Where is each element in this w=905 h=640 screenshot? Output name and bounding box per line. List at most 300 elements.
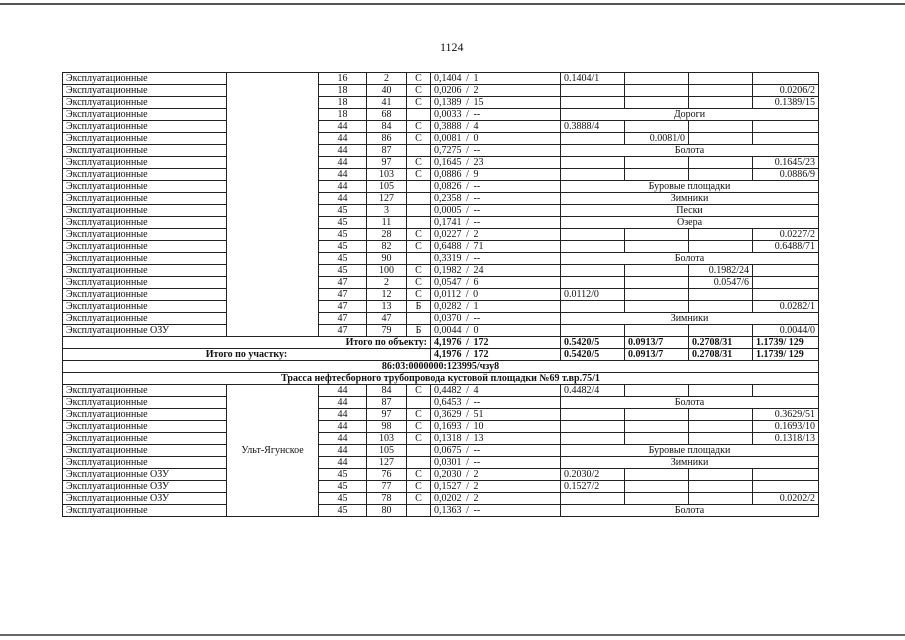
count-value: 2	[473, 469, 479, 480]
row-category	[407, 505, 431, 517]
row-col-0: 0.3888/4	[561, 121, 625, 133]
row-col-3: 0.0044/0	[753, 325, 819, 337]
count-value: --	[473, 505, 481, 516]
row-col-1	[625, 241, 689, 253]
row-quarter: 44	[319, 157, 367, 169]
count-value: 10	[473, 421, 484, 432]
row-quarter: 45	[319, 505, 367, 517]
row-col-2	[689, 289, 753, 301]
row-area: 0,0301 / --	[431, 457, 561, 469]
total-plot-v2: 0.2708/31	[689, 349, 753, 361]
row-parcel: 41	[367, 97, 407, 109]
row-type: Эксплуатационные	[63, 157, 227, 169]
table-row	[63, 229, 819, 241]
area-value: 0,7275	[434, 145, 462, 156]
row-col-0	[561, 229, 625, 241]
row-col-2: 0.0547/6	[689, 277, 753, 289]
count-value: --	[473, 217, 481, 228]
row-quarter: 45	[319, 469, 367, 481]
row-category	[407, 205, 431, 217]
row-col-2	[689, 73, 753, 85]
row-col-0	[561, 433, 625, 445]
total-plot-label: Итого по участку:	[63, 349, 431, 361]
row-type: Эксплуатационные	[63, 253, 227, 265]
table-row	[63, 157, 819, 169]
row-col-1	[625, 229, 689, 241]
count-value: --	[473, 457, 481, 468]
section-1-rows	[63, 73, 819, 337]
row-landtype: Озера	[561, 217, 819, 229]
count-value: 23	[473, 157, 484, 168]
row-parcel: 11	[367, 217, 407, 229]
row-parcel: 97	[367, 409, 407, 421]
row-quarter: 44	[319, 445, 367, 457]
row-area: 0,0826 / --	[431, 181, 561, 193]
row-col-3: 0.3629/51	[753, 409, 819, 421]
row-parcel: 127	[367, 193, 407, 205]
row-col-0: 0.1527/2	[561, 481, 625, 493]
total-object-area: 4,1976 / 172	[431, 337, 561, 349]
row-area: 0,0202 / 2	[431, 493, 561, 505]
row-parcel: 87	[367, 397, 407, 409]
table-row	[63, 217, 819, 229]
row-col-1	[625, 409, 689, 421]
row-type: Эксплуатационные	[63, 193, 227, 205]
row-category: С	[407, 493, 431, 505]
row-category	[407, 457, 431, 469]
row-landtype: Болота	[561, 505, 819, 517]
area-value: 0,0112	[434, 289, 462, 300]
total-object-v3: 1.1739/ 129	[753, 337, 819, 349]
area-value: 0,3629	[434, 409, 462, 420]
row-col-0	[561, 157, 625, 169]
count-value: --	[473, 109, 481, 120]
row-parcel: 13	[367, 301, 407, 313]
bottom-scan-border	[0, 634, 905, 636]
row-quarter: 44	[319, 193, 367, 205]
row-parcel: 105	[367, 445, 407, 457]
row-area: 0,3319 / --	[431, 253, 561, 265]
area-value: 0,1741	[434, 217, 462, 228]
row-type: Эксплуатационные	[63, 421, 227, 433]
row-quarter: 44	[319, 409, 367, 421]
row-col-1	[625, 469, 689, 481]
area-value: 0,0370	[434, 313, 462, 324]
row-area: 0,6488 / 71	[431, 241, 561, 253]
row-quarter: 45	[319, 481, 367, 493]
row-col-3	[753, 469, 819, 481]
row-quarter: 44	[319, 457, 367, 469]
row-area: 0,2358 / --	[431, 193, 561, 205]
row-landtype: Болота	[561, 145, 819, 157]
row-type: Эксплуатационные	[63, 505, 227, 517]
row-type: Эксплуатационные	[63, 73, 227, 85]
row-landtype: Буровые площадки	[561, 445, 819, 457]
row-col-1: 0.0081/0	[625, 133, 689, 145]
row-col-1	[625, 325, 689, 337]
row-category	[407, 313, 431, 325]
count-value: --	[473, 145, 481, 156]
table-row	[63, 325, 819, 337]
row-quarter: 45	[319, 493, 367, 505]
row-area: 0,1645 / 23	[431, 157, 561, 169]
row-type: Эксплуатационные	[63, 445, 227, 457]
row-area: 0,3888 / 4	[431, 121, 561, 133]
row-col-0	[561, 409, 625, 421]
row-quarter: 45	[319, 205, 367, 217]
table-row	[63, 493, 819, 505]
table-row	[63, 109, 819, 121]
row-type: Эксплуатационные	[63, 277, 227, 289]
row-parcel: 79	[367, 325, 407, 337]
count-value: 1	[473, 73, 479, 84]
count-value: 1	[473, 301, 479, 312]
area-value: 0,0033	[434, 109, 462, 120]
row-col-3	[753, 277, 819, 289]
table-row	[63, 205, 819, 217]
cadastral-header-row	[63, 361, 819, 373]
row-parcel: 84	[367, 385, 407, 397]
row-category: С	[407, 409, 431, 421]
row-quarter: 47	[319, 277, 367, 289]
count-value: 0	[473, 325, 479, 336]
row-col-1	[625, 277, 689, 289]
area-value: 0,1363	[434, 505, 462, 516]
area-value: 0,0227	[434, 229, 462, 240]
row-category: С	[407, 385, 431, 397]
table-row	[63, 241, 819, 253]
area-value: 0,0675	[434, 445, 462, 456]
count-value: --	[473, 181, 481, 192]
row-area: 0,1527 / 2	[431, 481, 561, 493]
row-type: Эксплуатационные ОЗУ	[63, 469, 227, 481]
area-value: 0,3888	[434, 121, 462, 132]
area-value: 0,2358	[434, 193, 462, 204]
row-type: Эксплуатационные	[63, 301, 227, 313]
count-value: 24	[473, 265, 484, 276]
row-parcel: 68	[367, 109, 407, 121]
table-row	[63, 457, 819, 469]
area-value: 0,1527	[434, 481, 462, 492]
row-col-0	[561, 133, 625, 145]
row-category: С	[407, 433, 431, 445]
row-type: Эксплуатационные	[63, 109, 227, 121]
row-type: Эксплуатационные	[63, 385, 227, 397]
row-col-0	[561, 421, 625, 433]
count-value: 15	[473, 97, 484, 108]
area-value: 0,0547	[434, 277, 462, 288]
total-plot-v1: 0.0913/7	[625, 349, 689, 361]
row-area: 0,0675 / --	[431, 445, 561, 457]
row-category: Б	[407, 301, 431, 313]
area-value: 0,0826	[434, 181, 462, 192]
area-value: 0,0886	[434, 169, 462, 180]
row-area: 0,0044 / 0	[431, 325, 561, 337]
row-area: 0,6453 / --	[431, 397, 561, 409]
forest-area-table	[62, 72, 819, 517]
table-row	[63, 505, 819, 517]
row-col-3: 0.0886/9	[753, 169, 819, 181]
row-quarter: 44	[319, 145, 367, 157]
row-col-0	[561, 241, 625, 253]
row-area: 0,0081 / 0	[431, 133, 561, 145]
row-col-3: 0.1318/13	[753, 433, 819, 445]
total-object-v0: 0.5420/5	[561, 337, 625, 349]
row-landtype: Зимники	[561, 193, 819, 205]
row-landtype: Болота	[561, 253, 819, 265]
area-value: 0,3319	[434, 253, 462, 264]
row-col-0	[561, 97, 625, 109]
area-value: 0,0206	[434, 85, 462, 96]
row-col-0	[561, 493, 625, 505]
row-col-1	[625, 385, 689, 397]
area-value: 0,1318	[434, 433, 462, 444]
count-value: --	[473, 193, 481, 204]
row-col-1	[625, 433, 689, 445]
row-col-2	[689, 121, 753, 133]
row-parcel: 127	[367, 457, 407, 469]
total-object-v2: 0.2708/31	[689, 337, 753, 349]
row-type: Эксплуатационные	[63, 397, 227, 409]
page-number: 1124	[440, 40, 464, 54]
row-category: С	[407, 481, 431, 493]
row-col-3: 0.1389/15	[753, 97, 819, 109]
row-parcel: 103	[367, 433, 407, 445]
area-value: 0,4482	[434, 385, 462, 396]
row-col-3: 0.0202/2	[753, 493, 819, 505]
row-area: 0,4482 / 4	[431, 385, 561, 397]
row-area: 0,1404 / 1	[431, 73, 561, 85]
count-value: 51	[473, 409, 484, 420]
row-type: Эксплуатационные	[63, 181, 227, 193]
row-col-2	[689, 325, 753, 337]
count-value: 2	[473, 85, 479, 96]
row-parcel: 2	[367, 73, 407, 85]
row-quarter: 44	[319, 385, 367, 397]
total-plot-area: 4,1976 / 172	[431, 349, 561, 361]
row-type: Эксплуатационные	[63, 289, 227, 301]
table-row	[63, 181, 819, 193]
row-parcel: 98	[367, 421, 407, 433]
table-row	[63, 289, 819, 301]
row-category	[407, 109, 431, 121]
count-value: 2	[473, 493, 479, 504]
total-plot-row	[63, 349, 819, 361]
table-row	[63, 409, 819, 421]
row-col-2	[689, 409, 753, 421]
area-value: 0,1982	[434, 265, 462, 276]
count-value: 13	[473, 433, 484, 444]
row-type: Эксплуатационные	[63, 457, 227, 469]
row-area: 0,1318 / 13	[431, 433, 561, 445]
row-landtype: Зимники	[561, 457, 819, 469]
row-col-2	[689, 493, 753, 505]
row-area: 0,7275 / --	[431, 145, 561, 157]
count-value: --	[473, 253, 481, 264]
table-row	[63, 265, 819, 277]
row-type: Эксплуатационные ОЗУ	[63, 325, 227, 337]
row-col-0	[561, 301, 625, 313]
row-col-2	[689, 385, 753, 397]
row-col-0: 0.0112/0	[561, 289, 625, 301]
total-object-label: Итого по объекту:	[63, 337, 431, 349]
route-header: Трасса нефтесборного трубопровода кустовой площадки №69 т.вр.75/1	[63, 373, 819, 385]
row-category	[407, 253, 431, 265]
row-category: С	[407, 133, 431, 145]
row-col-3: 0.1693/10	[753, 421, 819, 433]
row-area: 0,1389 / 15	[431, 97, 561, 109]
row-type: Эксплуатационные ОЗУ	[63, 481, 227, 493]
row-type: Эксплуатационные ОЗУ	[63, 493, 227, 505]
row-type: Эксплуатационные	[63, 133, 227, 145]
row-quarter: 47	[319, 325, 367, 337]
row-category	[407, 217, 431, 229]
row-parcel: 87	[367, 145, 407, 157]
row-parcel: 105	[367, 181, 407, 193]
row-col-3	[753, 121, 819, 133]
row-category: С	[407, 277, 431, 289]
row-col-3	[753, 265, 819, 277]
row-col-2	[689, 97, 753, 109]
row-col-0: 0.1404/1	[561, 73, 625, 85]
row-quarter: 45	[319, 241, 367, 253]
row-type: Эксплуатационные	[63, 169, 227, 181]
row-area: 0,1693 / 10	[431, 421, 561, 433]
total-object-v1: 0.0913/7	[625, 337, 689, 349]
table-row	[63, 97, 819, 109]
row-category: С	[407, 169, 431, 181]
count-value: 4	[473, 121, 479, 132]
row-col-3: 0.1645/23	[753, 157, 819, 169]
count-value: 0	[473, 289, 479, 300]
row-category: С	[407, 157, 431, 169]
row-col-1	[625, 481, 689, 493]
region-cell	[227, 73, 319, 337]
row-parcel: 77	[367, 481, 407, 493]
area-value: 0,2030	[434, 469, 462, 480]
row-col-2	[689, 433, 753, 445]
row-col-0: 0.2030/2	[561, 469, 625, 481]
row-quarter: 44	[319, 397, 367, 409]
total-plot-v0: 0.5420/5	[561, 349, 625, 361]
row-type: Эксплуатационные	[63, 265, 227, 277]
table-row	[63, 133, 819, 145]
row-col-2	[689, 421, 753, 433]
row-category: С	[407, 289, 431, 301]
table-row	[63, 277, 819, 289]
row-col-2	[689, 229, 753, 241]
row-quarter: 45	[319, 229, 367, 241]
row-col-2	[689, 133, 753, 145]
row-type: Эксплуатационные	[63, 85, 227, 97]
row-quarter: 18	[319, 97, 367, 109]
count-value: 2	[473, 481, 479, 492]
row-area: 0,1363 / --	[431, 505, 561, 517]
row-col-3	[753, 133, 819, 145]
row-category: С	[407, 85, 431, 97]
row-quarter: 44	[319, 181, 367, 193]
row-quarter: 44	[319, 121, 367, 133]
row-area: 0,0227 / 2	[431, 229, 561, 241]
row-parcel: 47	[367, 313, 407, 325]
row-landtype: Зимники	[561, 313, 819, 325]
row-area: 0,1741 / --	[431, 217, 561, 229]
row-category: С	[407, 421, 431, 433]
row-col-2	[689, 301, 753, 313]
row-category	[407, 181, 431, 193]
row-parcel: 97	[367, 157, 407, 169]
row-category: С	[407, 265, 431, 277]
count-value: 71	[473, 241, 484, 252]
row-type: Эксплуатационные	[63, 409, 227, 421]
row-col-1	[625, 421, 689, 433]
count-value: 6	[473, 277, 479, 288]
row-col-3	[753, 481, 819, 493]
count-value: --	[473, 313, 481, 324]
table-row	[63, 169, 819, 181]
row-quarter: 47	[319, 301, 367, 313]
row-quarter: 18	[319, 85, 367, 97]
row-area: 0,0547 / 6	[431, 277, 561, 289]
row-category: С	[407, 229, 431, 241]
row-category: С	[407, 97, 431, 109]
row-col-0: 0.4482/4	[561, 385, 625, 397]
row-col-1	[625, 265, 689, 277]
row-category: С	[407, 469, 431, 481]
row-parcel: 2	[367, 277, 407, 289]
row-parcel: 78	[367, 493, 407, 505]
table-row	[63, 433, 819, 445]
table-row	[63, 85, 819, 97]
row-col-3: 0.6488/71	[753, 241, 819, 253]
table-row	[63, 421, 819, 433]
area-value: 0,1645	[434, 157, 462, 168]
row-type: Эксплуатационные	[63, 433, 227, 445]
region-cell: Ульт-Ягунское	[227, 385, 319, 517]
row-col-3: 0.0206/2	[753, 85, 819, 97]
row-category	[407, 145, 431, 157]
row-parcel: 100	[367, 265, 407, 277]
row-quarter: 18	[319, 109, 367, 121]
row-parcel: 76	[367, 469, 407, 481]
area-value: 0,0301	[434, 457, 462, 468]
row-type: Эксплуатационные	[63, 217, 227, 229]
table-row	[63, 469, 819, 481]
row-landtype: Дороги	[561, 109, 819, 121]
row-parcel: 40	[367, 85, 407, 97]
row-col-0	[561, 265, 625, 277]
table-row	[63, 73, 819, 85]
row-category	[407, 445, 431, 457]
count-value: --	[473, 397, 481, 408]
count-value: --	[473, 445, 481, 456]
area-value: 0,0282	[434, 301, 462, 312]
row-col-2	[689, 469, 753, 481]
row-col-0	[561, 277, 625, 289]
row-col-3	[753, 289, 819, 301]
row-quarter: 47	[319, 289, 367, 301]
row-parcel: 90	[367, 253, 407, 265]
row-col-3: 0.0227/2	[753, 229, 819, 241]
section-2-rows	[63, 385, 819, 517]
row-type: Эксплуатационные	[63, 121, 227, 133]
row-parcel: 84	[367, 121, 407, 133]
area-value: 0,0202	[434, 493, 462, 504]
total-object-row	[63, 337, 819, 349]
table-row	[63, 253, 819, 265]
row-col-1	[625, 121, 689, 133]
row-area: 0,0370 / --	[431, 313, 561, 325]
